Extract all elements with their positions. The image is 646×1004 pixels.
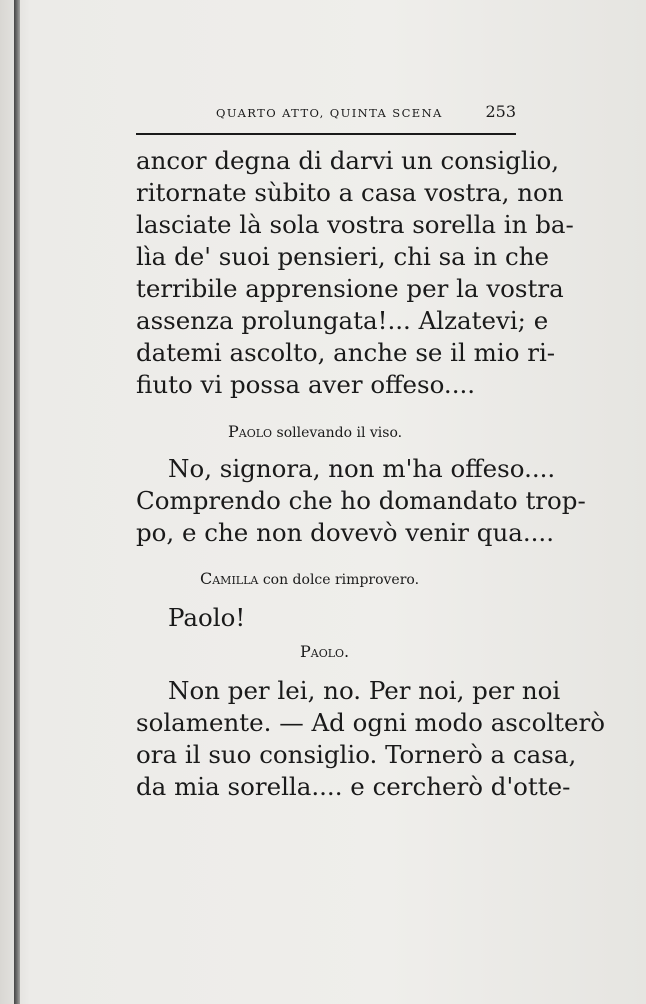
text-line: solamente. — Ad ogni modo ascolterò bbox=[136, 708, 605, 737]
text-line: Comprendo che ho domandato trop- bbox=[136, 486, 586, 515]
text-line: po, e che non dovevò venir qua.... bbox=[136, 518, 555, 547]
text-line: terribile apprensione per la vostra bbox=[136, 274, 564, 303]
header-rule bbox=[136, 133, 516, 135]
text-line: fiuto vi possa aver offeso.... bbox=[136, 370, 476, 399]
direction-text: con dolce rimprovero. bbox=[262, 572, 420, 588]
page-number: 253 bbox=[485, 102, 516, 121]
speaker-name: Paolo. bbox=[300, 642, 350, 661]
stage-direction bbox=[200, 570, 419, 589]
text-line: datemi ascolto, anche se il mio ri- bbox=[136, 338, 556, 367]
text-line: da mia sorella.... e cercherò d'otte- bbox=[136, 772, 571, 801]
text-line: Non per lei, no. Per noi, per noi bbox=[168, 676, 561, 705]
stage-direction bbox=[228, 423, 402, 442]
text-line: Paolo! bbox=[168, 603, 246, 632]
text-line: assenza prolungata!... Alzatevi; e bbox=[136, 306, 549, 335]
page-header bbox=[136, 102, 516, 132]
stage-direction bbox=[300, 643, 349, 662]
binding-edge bbox=[14, 0, 20, 1004]
text-line: ritornate sùbito a casa vostra, non bbox=[136, 178, 564, 207]
speaker-name: Paolo bbox=[228, 422, 273, 441]
running-head: QUARTO ATTO, QUINTA SCENA bbox=[216, 106, 443, 120]
text-line: No, signora, non m'ha offeso.... bbox=[168, 454, 556, 483]
direction-text: sollevando il viso. bbox=[276, 425, 403, 441]
text-line: ora il suo consiglio. Tornerò a casa, bbox=[136, 740, 577, 769]
text-line: lìa de' suoi pensieri, chi sa in che bbox=[136, 242, 549, 271]
text-line: ancor degna di darvi un consiglio, bbox=[136, 146, 560, 175]
speaker-name: Camilla bbox=[200, 569, 259, 588]
text-line: lasciate là sola vostra sorella in ba- bbox=[136, 210, 574, 239]
